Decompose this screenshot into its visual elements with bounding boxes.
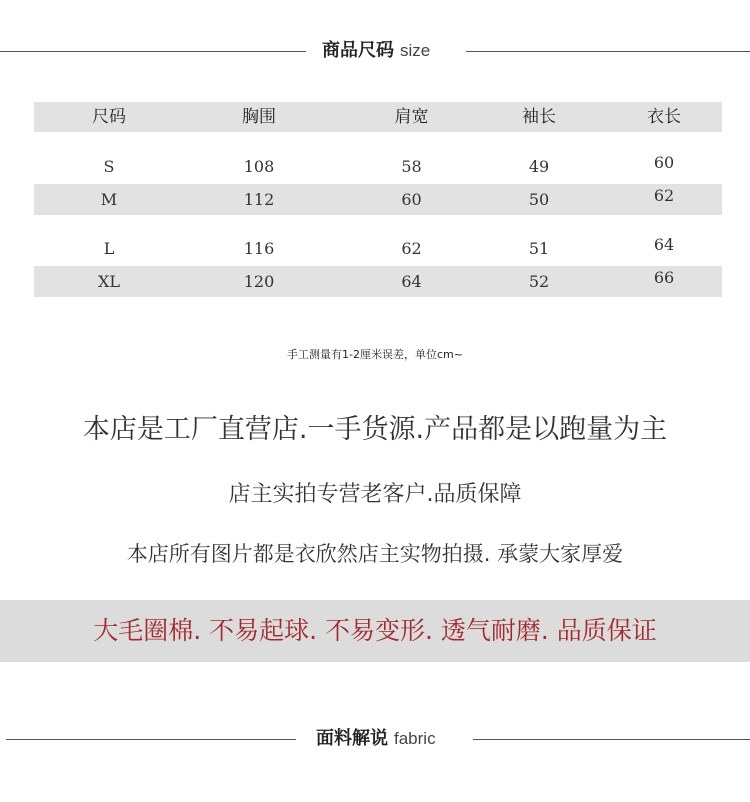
store-tagline-photos: 本店所有图片都是衣欣然店主实物拍摄. 承蒙大家厚爱: [126, 542, 624, 566]
cell-chest: 112: [243, 190, 275, 209]
table-row: [34, 143, 722, 184]
cell-size: XL: [97, 272, 120, 291]
store-tagline-factory: 本店是工厂直营店.一手货源.产品都是以跑量为主: [82, 414, 668, 445]
cell-length: 60: [653, 153, 675, 172]
store-tagline-quality: 店主实拍专营老客户.品质保障: [228, 482, 522, 507]
fabric-section-title: [316, 724, 436, 750]
cell-size: L: [103, 239, 115, 258]
cell-size: M: [100, 190, 118, 209]
size-section-header: [0, 36, 750, 66]
feature-banner-text: 大毛圈棉. 不易起球. 不易变形. 透气耐磨. 品质保证: [93, 616, 657, 645]
cell-length: 62: [653, 186, 675, 205]
cell-sleeve: 52: [528, 272, 550, 291]
table-header-row: [34, 102, 722, 143]
cell-length: 64: [653, 235, 675, 254]
cell-length: 66: [653, 268, 675, 287]
header-line-left: [0, 51, 306, 52]
fabric-title-en: fabric: [394, 729, 436, 748]
cell-sleeve: 50: [528, 190, 550, 209]
cell-sleeve: 51: [528, 239, 550, 258]
fabric-section-header: [0, 724, 750, 754]
cell-sleeve: 49: [528, 157, 550, 176]
cell-chest: 116: [243, 239, 275, 258]
size-title-en: size: [400, 41, 431, 60]
header-size: 尺码: [92, 107, 126, 127]
header-length: 衣长: [647, 107, 681, 127]
size-table: [34, 102, 722, 307]
table-row: [34, 225, 722, 266]
cell-chest: 108: [243, 157, 275, 176]
cell-shoulder: 58: [401, 157, 422, 176]
header-shoulder: 肩宽: [394, 107, 429, 127]
header-line-left: [6, 739, 296, 740]
header-sleeve: 袖长: [522, 107, 556, 127]
header-line-right: [466, 51, 750, 52]
cell-shoulder: 60: [401, 190, 422, 209]
header-line-right: [473, 739, 750, 740]
cell-chest: 120: [243, 272, 275, 291]
table-row: [34, 266, 722, 307]
feature-banner: [0, 600, 750, 662]
size-section-title: [322, 36, 430, 62]
header-chest: 胸围: [242, 107, 276, 127]
cell-shoulder: 62: [401, 239, 422, 258]
cell-shoulder: 64: [401, 272, 422, 291]
fabric-title-zh: 面料解说: [316, 728, 388, 749]
measurement-note: 手工测量有1-2厘米误差，单位cm~: [287, 348, 463, 361]
table-row: [34, 184, 722, 225]
size-title-zh: 商品尺码: [322, 40, 394, 61]
cell-size: S: [103, 157, 115, 176]
